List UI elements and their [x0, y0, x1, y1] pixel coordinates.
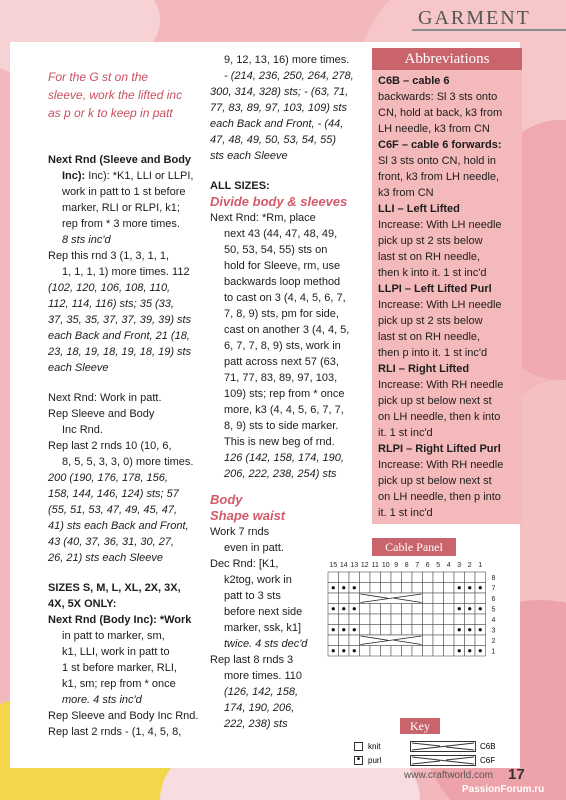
chart-cell	[423, 572, 434, 583]
col-number: 6	[425, 562, 430, 569]
cable-panel-title: Cable Panel	[372, 538, 456, 556]
chart-cell	[391, 614, 402, 625]
chart-cell	[433, 572, 444, 583]
chart-cell	[381, 604, 392, 615]
row-number: 2	[491, 638, 496, 645]
knit-label: knit	[368, 742, 381, 751]
purl-dot	[479, 628, 482, 631]
chart-cell	[475, 572, 486, 583]
cable-panel-chart	[326, 558, 522, 682]
chart-cell	[402, 614, 413, 625]
chart-cell	[433, 625, 444, 636]
chart-cell	[349, 572, 360, 583]
divide-heading: Divide body & sleeves	[210, 194, 348, 209]
purl-dot	[479, 649, 482, 652]
col-number: 7	[415, 562, 420, 569]
watermark: PassionForum.ru	[462, 784, 545, 795]
purl-dot	[458, 586, 461, 589]
chart-cell	[454, 614, 465, 625]
chart-cell	[433, 646, 444, 657]
chart-cell	[465, 635, 476, 646]
chart-cell	[370, 646, 381, 657]
chart-cell	[328, 635, 339, 646]
chart-cell	[423, 635, 434, 646]
chart-cell	[465, 614, 476, 625]
chart-cell	[360, 604, 371, 615]
chart-cell	[360, 614, 371, 625]
purl-dot	[353, 649, 356, 652]
chart-cell	[370, 614, 381, 625]
chart-cell	[349, 614, 360, 625]
chart-cell	[360, 583, 371, 594]
purl-dot	[479, 607, 482, 610]
chart-cell	[349, 635, 360, 646]
col-number: 8	[404, 562, 409, 569]
chart-cell	[433, 614, 444, 625]
chart-cell	[433, 583, 444, 594]
chart-cell	[381, 583, 392, 594]
chart-cell	[412, 572, 423, 583]
chart-cell	[391, 604, 402, 615]
purl-dot	[458, 649, 461, 652]
col-number: 11	[371, 562, 379, 569]
purl-dot	[342, 607, 345, 610]
chart-cell	[381, 572, 392, 583]
chart-cell	[391, 583, 402, 594]
chart-cell	[433, 604, 444, 615]
purl-dot	[468, 586, 471, 589]
chart-cell	[339, 593, 350, 604]
purl-dot	[468, 649, 471, 652]
chart-cell	[402, 604, 413, 615]
chart-cell	[465, 593, 476, 604]
chart-cell	[412, 583, 423, 594]
purl-dot	[342, 628, 345, 631]
chart-cell	[475, 614, 486, 625]
chart-cell	[433, 593, 444, 604]
chart-cell	[402, 583, 413, 594]
abbreviations-panel: Abbreviations C6B – cable 6 backwards: Sl 3 sts onto CN, hold at back, k3 from LH needle, k3 from CN C6F – cable 6 forwards: Sl 3 sts onto CN, hold in front, k3 from LH needle, k3 from CN LLI – Left Lifted Increase: With LH needle pick up st 2 sts below last st on RH needle, then k into it. 1 st inc'd LLPI – Left Lifted Purl Increase: With LH needle pick up st 2 sts below last st on RH needle, then p into it. 1 st inc'd RLI – Right Lifted Increase: With RH needle pick up st below next st on LH needle, then k into it. 1 st inc'd RLPI – Right Lifted Purl Increase: With RH needle pick up st below next st on LH needle, then p into it. 1 st inc'd	[372, 48, 522, 524]
chart-cell	[328, 572, 339, 583]
key-legend	[350, 740, 520, 770]
chart-cell	[391, 572, 402, 583]
chart-cell	[423, 646, 434, 657]
chart-cell	[444, 646, 455, 657]
col-number: 13	[350, 562, 359, 569]
chart-cell	[444, 614, 455, 625]
col-number: 4	[446, 562, 451, 569]
chart-cell	[391, 625, 402, 636]
purl-dot	[353, 586, 356, 589]
chart-cell	[412, 625, 423, 636]
purl-dot	[468, 607, 471, 610]
chart-cell	[454, 635, 465, 646]
row-number: 4	[491, 617, 496, 624]
chart-cell	[402, 625, 413, 636]
col-number: 12	[360, 562, 369, 569]
footer-url[interactable]: www.craftworld.com	[404, 770, 493, 781]
row-number: 6	[491, 596, 496, 603]
purl-dot	[332, 586, 335, 589]
chart-cell	[339, 614, 350, 625]
purl-dot	[479, 586, 482, 589]
chart-cell	[475, 593, 486, 604]
chart-cell	[360, 572, 371, 583]
col-number: 9	[394, 562, 399, 569]
chart-cell	[381, 625, 392, 636]
chart-cell	[370, 625, 381, 636]
chart-cell	[360, 646, 371, 657]
chart-cell	[360, 625, 371, 636]
abbreviations-title: Abbreviations	[372, 48, 522, 70]
chart-cell	[423, 593, 434, 604]
chart-cell	[370, 604, 381, 615]
c6b-label: C6B	[480, 742, 496, 751]
c6f-label: C6F	[480, 756, 496, 765]
row-number: 3	[491, 627, 496, 635]
chart-cell	[412, 646, 423, 657]
chart-cell	[423, 604, 434, 615]
key-title: Key	[400, 718, 440, 734]
col-number: 14	[339, 562, 348, 569]
purl-dot	[332, 607, 335, 610]
row-number: 8	[491, 575, 496, 582]
chart-cell	[444, 604, 455, 615]
column-1: For the G st on the sleeve, work the lifted inc as p or k to keep in patt Next Rnd (Sleeve and Body Inc): Inc): *K1, LLI or LLPI, work in patt to 1 st before marker, RLI or RLPI, k1; rep from * 3 more times. 8 sts inc'd Rep this rnd 3 (1, 3, 1, 1, 1, 1, 1, 1) more times. 112 (102, 120, 106, 108, 110, 112, 114, 116) sts; 35 (33, 37, 35, 35, 37, 37, 39, 39) sts each Back and Front, 21 (18, 23, 18, 19, 18, 19, 18, 19) sts each Sleeve Next Rnd: Work in patt. Rep Sleeve and Body Inc Rnd. Rep last 2 rnds 10 (10, 6, 8, 5, 5, 3, 3, 0) more times. 200 (190, 176, 178, 156, 158, 144, 146, 124) sts; 57 (55, 51, 53, 47, 49, 45, 47, 41) sts each Back and Front, 43 (40, 37, 36, 31, 30, 27, 26, 21) sts each Sleeve SIZES S, M, L, XL, 2X, 3X, 4X, 5X ONLY: Next Rnd (Body Inc): *Work in patt to marker, sm, k1, LLI, work in patt to 1 st before marker, RLI, k1, sm; rep from * once more. 4 sts inc'd Rep Sleeve and Body Inc Rnd. Rep last 2 rnds - (1, 4, 5, 8,	[48, 68, 208, 740]
chart-cell	[465, 572, 476, 583]
c6f-symbol	[410, 755, 476, 766]
purl-dot	[342, 586, 345, 589]
purl-dot	[353, 628, 356, 631]
chart-cell	[391, 646, 402, 657]
knit-symbol	[354, 742, 363, 751]
purl-dot	[458, 628, 461, 631]
chart-cell	[328, 593, 339, 604]
chart-cell	[412, 614, 423, 625]
chart-cell	[433, 635, 444, 646]
purl-dot	[332, 649, 335, 652]
chart-cell	[444, 583, 455, 594]
chart-cell	[412, 604, 423, 615]
chart-cell	[381, 646, 392, 657]
purl-label: purl	[368, 756, 382, 765]
chart-cell	[423, 583, 434, 594]
chart-cell	[339, 572, 350, 583]
col-number: 3	[457, 562, 462, 569]
all-sizes-heading: ALL SIZES:	[210, 180, 270, 192]
row-number: 7	[491, 585, 496, 593]
purl-dot	[468, 628, 471, 631]
purl-dot	[458, 607, 461, 610]
chart-cell	[423, 625, 434, 636]
col-number: 1	[478, 562, 483, 569]
purl-dot	[342, 649, 345, 652]
row-number: 5	[491, 606, 496, 614]
purl-dot	[353, 607, 356, 610]
purl-symbol: •	[354, 756, 363, 765]
sizes-heading: SIZES S, M, L, XL, 2X, 3X,	[48, 582, 181, 594]
shape-waist-heading: Shape waist	[210, 508, 286, 523]
chart-cell	[402, 572, 413, 583]
chart-cell	[454, 572, 465, 583]
chart-cell	[454, 593, 465, 604]
instruction-heading: Next Rnd (Sleeve and Body	[48, 154, 192, 166]
chart-cell	[444, 635, 455, 646]
sleeve-note: For the G st on the sleeve, work the lifted inc as p or k to keep in patt	[48, 70, 183, 120]
chart-cell	[402, 646, 413, 657]
chart-cell	[444, 572, 455, 583]
body-heading: Body	[210, 492, 243, 507]
col-number: 15	[329, 562, 338, 569]
col-number: 2	[467, 562, 472, 569]
col-number: 5	[436, 562, 441, 569]
chart-cell	[370, 583, 381, 594]
column-2: 9, 12, 13, 16) more times. - (214, 236, 250, 264, 278, 300, 314, 328) sts; - (63, 71, 77, 83, 89, 97, 103, 109) sts each Back and Front, - (44, 47, 48, 49, 50, 53, 54, 55) sts each Sleeve ALL SIZES: Divide body & sleeves Next Rnd: *Rm, place next 43 (44, 47, 48, 49, 50, 53, 54, 55) sts on hold for Sleeve, rm, use backwards loop method to cast on 3 (4, 4, 5, 6, 7, 7, 8, 9) sts, pm for side, cast on another 3 (4, 4, 5, 6, 7, 7, 8, 9) sts, work in patt across next 57 (63, 71, 77, 83, 89, 97, 103, 109) sts; rep from * once more, k3 (4, 4, 5, 6, 7, 7, 8, 9) sts to side marker. This is new beg of rnd. 126 (142, 158, 174, 190, 206, 222, 238, 254) sts Body Shape waist Work 7 rnds even in patt. Dec Rnd: [K1, k2tog, work in patt to 3 sts before next side marker, ssk, k1] twice. 4 sts dec'd Rep last 8 rnds 3 more times. 110 (126, 142, 158, 174, 190, 206, 222, 238) sts	[210, 52, 370, 732]
chart-cell	[444, 593, 455, 604]
purl-dot	[332, 628, 335, 631]
chart-cell	[339, 635, 350, 646]
chart-cell	[475, 635, 486, 646]
row-number: 1	[491, 648, 496, 656]
chart-cell	[370, 572, 381, 583]
page-number: 17	[508, 766, 525, 783]
chart-cell	[444, 625, 455, 636]
chart-cell	[349, 593, 360, 604]
chart-cell	[423, 614, 434, 625]
c6b-symbol	[410, 741, 476, 752]
section-header: GARMENT	[412, 4, 566, 32]
col-number: 10	[381, 562, 390, 569]
chart-cell	[381, 614, 392, 625]
chart-cell	[328, 614, 339, 625]
